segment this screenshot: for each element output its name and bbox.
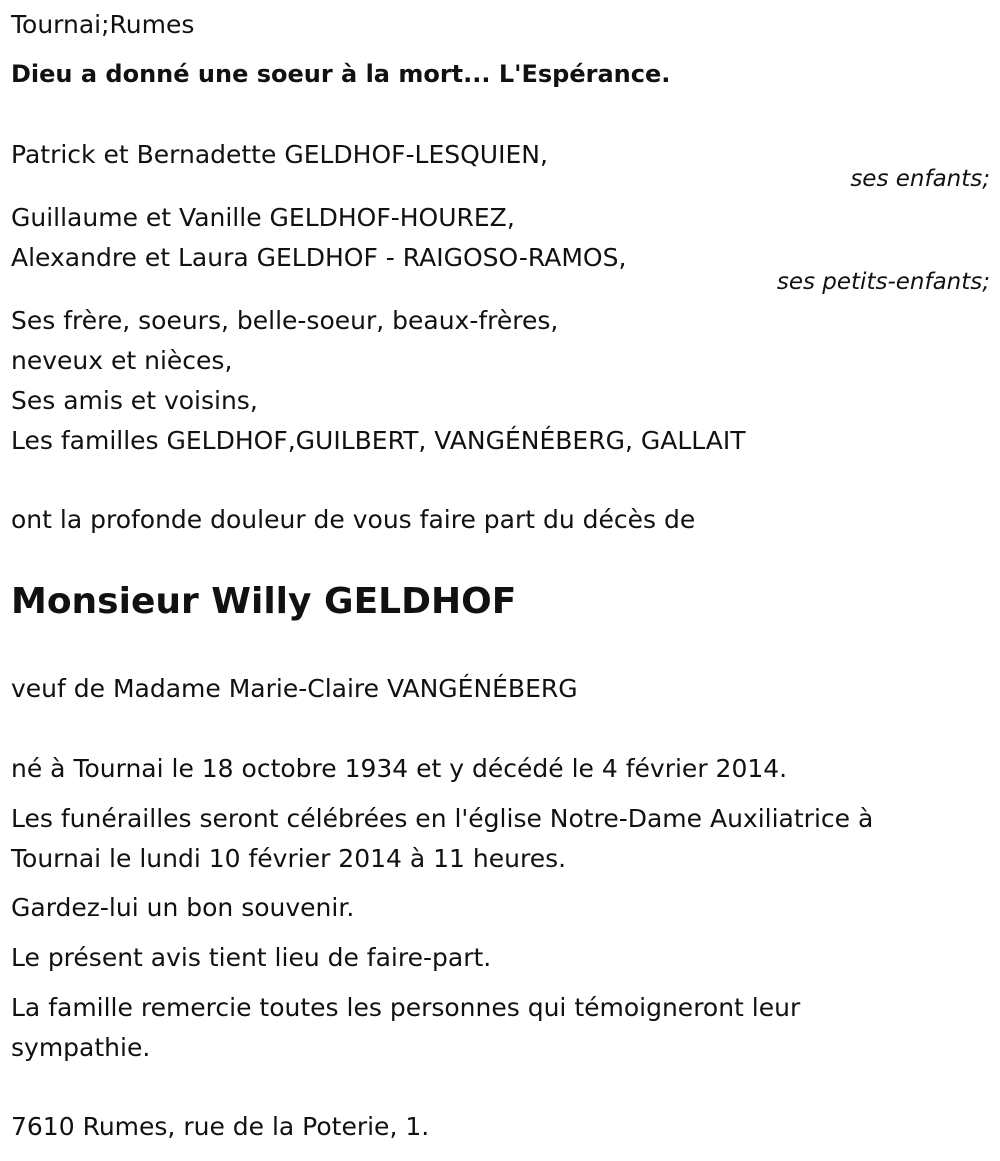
- relatives-line-2: neveux et nièces,: [11, 346, 233, 375]
- birth-death-line: né à Tournai le 18 octobre 1934 et y décédé le 4 février 2014.: [11, 754, 788, 783]
- funeral-line-2: Tournai le lundi 10 février 2014 à 11 heures.: [11, 844, 567, 873]
- thanks-line-2: sympathie.: [11, 1033, 151, 1062]
- relatives-line-1: Ses frère, soeurs, belle-soeur, beaux-frères,: [11, 306, 559, 335]
- funeral-line-1: Les funérailles seront célébrées en l'église Notre-Dame Auxiliatrice à: [11, 804, 874, 833]
- relatives-line-3: Ses amis et voisins,: [11, 386, 258, 415]
- children-label: ses enfants;: [850, 166, 990, 192]
- grandchildren-label: ses petits-enfants;: [776, 269, 990, 295]
- location-line: Tournai;Rumes: [11, 10, 195, 39]
- announcement: ont la profonde douleur de vous faire part du décès de: [11, 505, 696, 534]
- notice-line: Le présent avis tient lieu de faire-part.: [11, 943, 492, 972]
- relatives-line-4: Les familles GELDHOF,GUILBERT, VANGÉNÉBERG, GALLAIT: [11, 426, 746, 455]
- epigraph: Dieu a donné une soeur à la mort... L'Espérance.: [11, 60, 671, 88]
- thanks-line-1: La famille remercie toutes les personnes qui témoigneront leur: [11, 993, 801, 1022]
- grandchild-name-2: Alexandre et Laura GELDHOF - RAIGOSO-RAMOS,: [11, 243, 627, 272]
- souvenir-line: Gardez-lui un bon souvenir.: [11, 893, 355, 922]
- spouse-line: veuf de Madame Marie-Claire VANGÉNÉBERG: [11, 674, 578, 703]
- grandchild-name-1: Guillaume et Vanille GELDHOF-HOUREZ,: [11, 203, 515, 232]
- children-name: Patrick et Bernadette GELDHOF-LESQUIEN,: [11, 140, 548, 169]
- address-line: 7610 Rumes, rue de la Poterie, 1.: [11, 1112, 430, 1141]
- deceased-name: Monsieur Willy GELDHOF: [11, 581, 517, 622]
